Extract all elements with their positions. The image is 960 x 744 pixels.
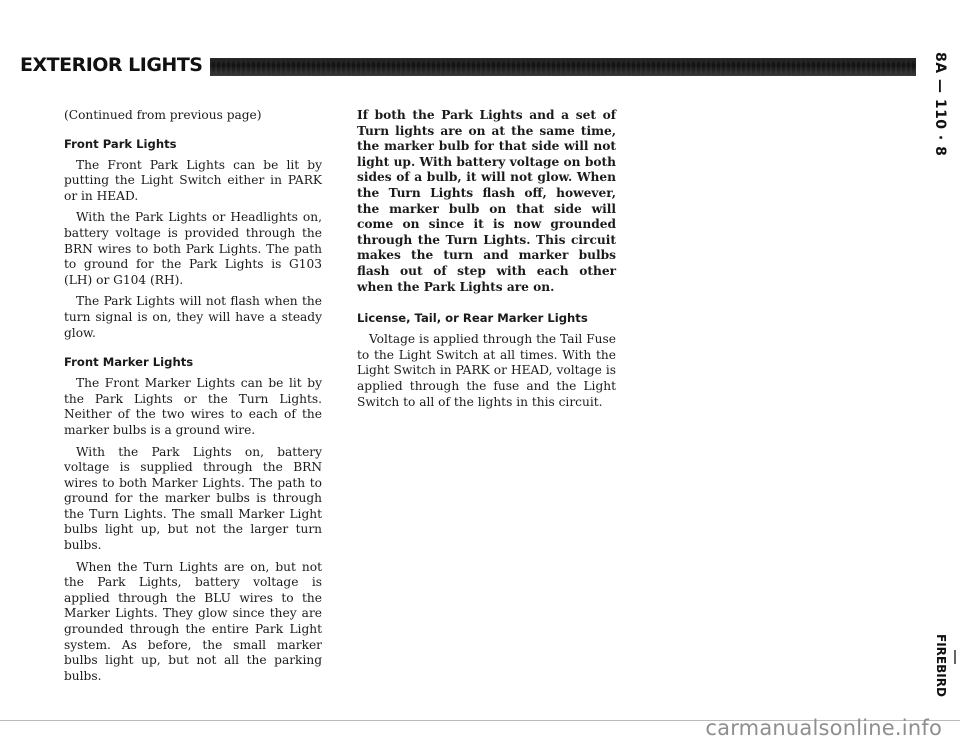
right-column — [357, 108, 616, 424]
page-title: EXTERIOR LIGHTS — [20, 54, 203, 76]
paragraph: When the Turn Lights are on, but not the Park Lights, battery voltage is applied through the BLU wires to the Marker Lights. They glow since they are grounded through the entire Park Light system. As before, the small marker bulbs light up, but not all the parking bulbs. — [64, 559, 322, 683]
section-heading: License, Tail, or Rear Marker Lights — [357, 311, 588, 326]
bold-paragraph: If both the Park Lights and a set of Turn lights are on at the same time, the marker bulb for that side will not light up. With battery voltage on both sides of a bulb, it will not glow. When the Turn Lights flash off, however, the marker bulb on that side will come on since it is now grounded through the Turn Lights. This circuit makes the turn and marker bulbs flash out of step with each other when the Park Lights are on. — [357, 108, 616, 294]
paragraph: The Front Park Lights can be lit by putting the Light Switch either in PARK or in HEAD. — [64, 157, 322, 203]
section-front-park-lights — [64, 137, 322, 342]
margin-tick — [954, 650, 956, 664]
watermark: carmanualsonline.info — [705, 716, 942, 740]
left-column — [64, 108, 322, 698]
paragraph: Voltage is applied through the Tail Fuse to the Light Switch at all times. With the Light Switch in PARK or HEAD, voltage is applied through the fuse and the Light Switch to all of the lights in this circuit. — [357, 332, 616, 409]
paragraph: With the Park Lights or Headlights on, battery voltage is provided through the BRN wires to both Park Lights. The path to ground for the Park Lights is G103 (LH) or G104 (RH). — [64, 210, 322, 287]
section-heading: Front Park Lights — [64, 136, 177, 151]
paragraph: The Park Lights will not flash when the turn signal is on, they will have a steady glow. — [64, 294, 322, 340]
page-number: 8A — 110 · 8 — [932, 52, 948, 157]
section-heading: Front Marker Lights — [64, 355, 194, 370]
continued-note: (Continued from previous page) — [64, 108, 262, 122]
section-license-tail-rear-marker-lights — [357, 311, 616, 410]
section-front-marker-lights — [64, 355, 322, 684]
header-bar — [210, 58, 916, 76]
paragraph: The Front Marker Lights can be lit by the Park Lights or the Turn Lights. Neither of the two wires to each of the marker bulbs is a ground wire. — [64, 376, 322, 437]
model-label: FIREBIRD — [934, 634, 948, 697]
bold-paragraph-block — [357, 108, 616, 295]
paragraph: With the Park Lights on, battery voltage is supplied through the BRN wires to both Marker Lights. The path to ground for the marker bulbs is through the Turn Lights. The small Marker Light bulbs light up, but not the larger turn bulbs. — [64, 444, 322, 553]
